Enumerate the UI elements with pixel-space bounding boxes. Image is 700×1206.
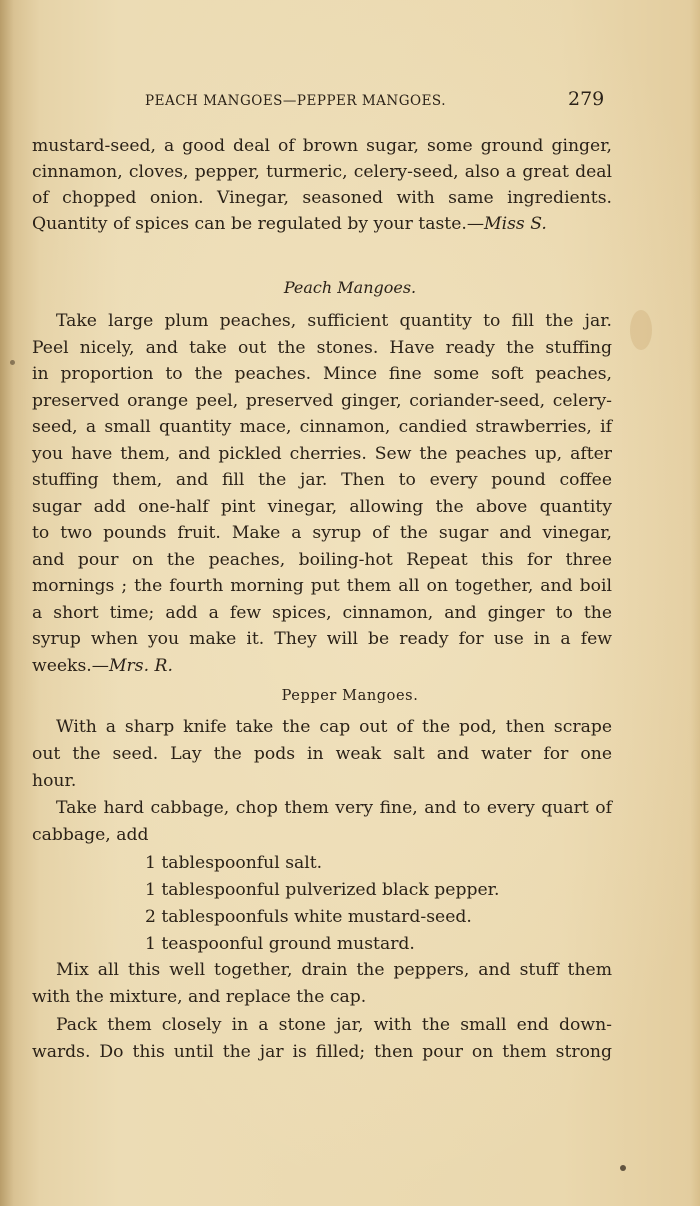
attribution: Miss S. — [484, 214, 547, 234]
text-line: a short time; add a few spices, cinnamon, and ginger to the — [32, 602, 612, 623]
text-line: preserved orange peel, preserved ginger, coriander-seed, celery- — [32, 390, 612, 411]
text-line: syrup when you make it. They will be ready for use in a few — [32, 629, 612, 649]
text-line: wards. Do this until the jar is filled; then pour on them strong — [32, 1042, 612, 1062]
text-line: cabbage, add — [32, 825, 149, 845]
paper-stain — [630, 310, 652, 350]
text-line: you have them, and pickled cherries. Sew the peaches up, after — [32, 443, 612, 464]
text-line: stuffing them, and fill the jar. Then to every pound coffee — [32, 470, 612, 490]
text-line: seed, a small quantity mace, cinnamon, candied strawberries, if — [32, 417, 612, 437]
text-line: mustard-seed, a good deal of brown sugar, some ground ginger, — [32, 136, 612, 156]
text-line: in proportion to the peaches. Mince fine some soft peaches, — [32, 364, 612, 384]
ingredient-item: 2 tablespoonfuls white mustard-seed. — [145, 907, 472, 927]
text-line: sugar add one-half pint vinegar, allowing the above quantity — [32, 496, 612, 517]
text-line: Mix all this well together, drain the peppers, and stuff them — [56, 960, 612, 980]
text-line: cinnamon, cloves, pepper, turmeric, celery-seed, also a great deal — [32, 162, 612, 182]
text-line-body: weeks.— — [32, 655, 109, 676]
text-line: Peel nicely, and take out the stones. Have ready the stuffing — [32, 337, 612, 358]
running-head-title: PEACH MANGOES—PEPPER MANGOES. — [145, 93, 446, 109]
text-line — [32, 211, 612, 237]
page-number: 279 — [568, 88, 605, 110]
ingredient-item: 1 tablespoonful salt. — [145, 853, 323, 873]
text-line: With a sharp knife take the cap out of the pod, then scrape — [56, 717, 612, 737]
ink-speck — [10, 360, 15, 365]
text-line: hour. — [32, 771, 77, 791]
attribution: Mrs. R. — [108, 655, 173, 676]
text-line: Take large plum peaches, sufficient quantity to fill the jar. — [56, 311, 612, 331]
section-heading-pepper-mangoes: Pepper Mangoes. — [281, 688, 419, 704]
text-line: mornings ; the fourth morning put them all on together, and boil — [32, 576, 612, 596]
text-line: Pack them closely in a stone jar, with the small end down- — [56, 1015, 612, 1035]
text-line: with the mixture, and replace the cap. — [32, 987, 367, 1007]
text-line-body: Quantity of spices can be regulated by your taste.— — [32, 214, 485, 234]
text-line: out the seed. Lay the pods in weak salt and water for one — [32, 744, 612, 764]
ink-speck — [620, 1165, 626, 1171]
text-line: of chopped onion. Vinegar, seasoned with same ingredients. — [32, 188, 612, 208]
text-line: to two pounds fruit. Make a syrup of the sugar and vinegar, — [32, 523, 612, 543]
section-heading-peach-mangoes: Peach Mangoes. — [283, 278, 417, 297]
text-line: Take hard cabbage, chop them very fine, and to every quart of — [56, 798, 612, 818]
text-line — [32, 653, 612, 679]
text-line: and pour on the peaches, boiling-hot Repeat this for three — [32, 549, 612, 570]
ingredient-item: 1 tablespoonful pulverized black pepper. — [145, 880, 500, 900]
running-head — [0, 90, 700, 120]
ingredient-item: 1 teaspoonful ground mustard. — [145, 934, 415, 954]
